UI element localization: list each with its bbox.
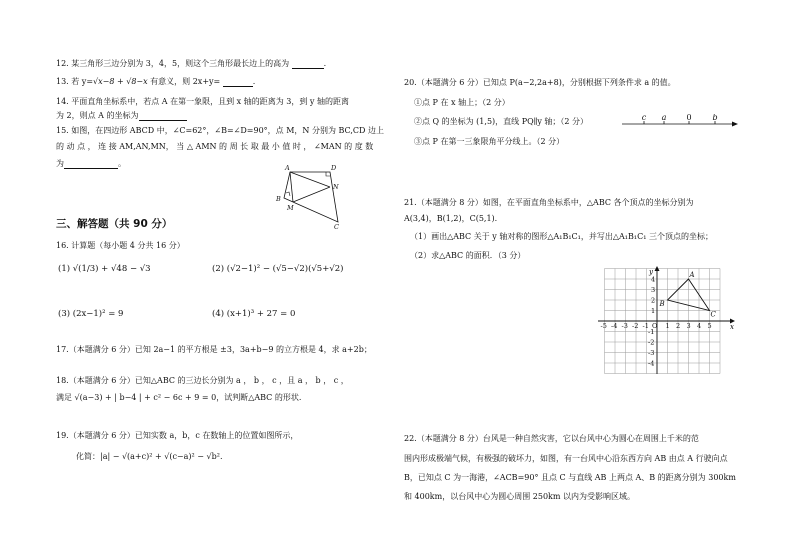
question-16-part4: (4) (x+1)³ + 27 = 0 [212,309,296,319]
y-tick-label: -1 [648,328,655,336]
question-21-line4: （2）求△ABC 的面积．（3 分） [410,251,526,260]
x-tick-label: -5 [600,322,607,330]
question-15-line3: 为 。 [56,159,126,168]
question-12: 12. 某三角形三边分别为 3，4，5，则这个三角形最长边上的高为 . [56,59,327,68]
x-tick-label: -3 [621,322,628,330]
question-21-line1: 21.（本题满分 8 分）如图，在平面直角坐标系中，△ABC 各个顶点的坐标分别为 [404,198,694,207]
question-16-title: 16. 计算题（每小题 4 分共 16 分） [56,241,185,250]
right-angle-mark-d [326,172,330,176]
coordinate-grid [594,266,736,378]
question-20-condition-1: ①点 P 在 x 轴上；（2 分） [414,98,510,107]
y-tick-label: -4 [648,359,655,368]
question-22-line2: 围内形成极端气候，有极强的破坏力，如图，有一台风中心沿东西方向 AB 由点 A 行驶向点 [404,454,728,463]
question-22-line3: B，已知点 C 为一海港，∠ACB=90° 且点 C 与直线 AB 上两点 A、B 的距离分别为 300km [404,473,736,482]
x-tick-label: -2 [632,322,639,330]
segment-an [290,172,330,187]
segment-am [290,172,293,202]
number-line [618,114,740,136]
x-tick-label: 1 [665,322,670,330]
label-zero: 0 [686,114,692,122]
label-b: b [712,114,718,122]
question-21-line2: A(3,4)，B(1,2)，C(5,1). [404,214,498,223]
x-tick-label: O [652,322,658,330]
question-19-line2: 化简：|a| − √(a+c)² + √(c−a)² − √b². [76,452,223,461]
vertex-label-c: C [710,310,716,319]
y-tick-label: 3 [651,286,656,294]
question-14-line2: 为 2，则点 A 的坐标为 [56,111,187,121]
label-n: N [333,183,339,191]
answer-blank-15[interactable] [64,160,118,169]
label-d: D [331,164,337,172]
question-21-line3: （1）画出△ABC 关于 y 轴对称的图形△A₁B₁C₁，并写出△A₁B₁C₁ 三个顶点的坐标； [410,232,713,241]
label-b: B [276,195,281,203]
x-tick-label: 3 [686,322,691,330]
number-line-arrow [732,122,738,127]
x-axis-label: x [730,323,734,331]
answer-blank-13[interactable] [223,78,253,87]
vertex-label-a: A [689,271,695,279]
question-15-line2: 的 动 点 ， 连 接 AM,AN,MN， 当 △ AMN 的 周 长 取 最 小 值 时 ， ∠MAN 的 度 数 [56,142,374,151]
x-tick-label: 5 [707,322,712,330]
x-tick-label: -1 [642,322,649,330]
question-18-line2: 满足 √(a−3) + | b−4 | + c² − 6c + 9 = 0，试判断△ABC 的形状. [56,393,302,402]
right-angle-mark-b [286,192,290,196]
question-16-part3: (3) (2x−1)² = 9 [58,309,124,319]
question-22-line4: 和 400km，以台风中心为圆心周围 250km 以内为受影响区域。 [404,492,636,501]
question-20-condition-2: ②点 Q 的坐标为 (1,5)，直线 PQ∥y 轴；（2 分） [414,117,589,126]
question-18-line1: 18.（本题满分 6 分）已知△ABC 的三边长分别为 a ， b ， c ，且 a ， b ， c ， [56,376,349,385]
question-19-line1: 19.（本题满分 6 分）已知实数 a，b，c 在数轴上的位置如图所示， [56,431,299,440]
quadrilateral-figure [268,160,358,230]
question-17: 17.（本题满分 6 分）已知 2a−1 的平方根是 ±3，3a+b−9 的立方根是 4，求 a+2b； [56,345,372,354]
label-a: a [661,114,667,122]
label-c: C [334,223,339,230]
question-20-condition-3: ③点 P 在第一三象限角平分线上。（2 分） [414,137,565,146]
label-a: A [285,164,290,172]
label-c: c [641,114,647,122]
answer-blank-12[interactable] [292,60,324,69]
x-tick-label: -4 [611,322,618,330]
vertex-label-b: B [659,300,665,308]
x-tick-label: 4 [697,322,702,330]
y-tick-label: 4 [651,275,656,284]
question-14-line1: 14. 平面直角坐标系中，若点 A 在第一象限，且到 x 轴的距离为 3，到 y 轴的距离 [56,97,349,106]
question-13: 13. 若 y=√x−8 + √8−x 有意义，则 2x+y= . [56,77,256,86]
question-16-part1: (1) √(1/3) + √48 − √3 [58,264,151,274]
y-tick-label: -2 [648,338,655,347]
answer-blank-14[interactable] [139,112,187,121]
question-22-line1: 22.（本题满分 8 分）台风是一种自然灾害，它以台风中心为圆心在周围上千米的范 [404,434,699,443]
question-16-part2: (2) (√2−1)² − (√5−√2)(√5+√2) [212,264,344,274]
question-15-line1: 15. 如图，在四边形 ABCD 中，∠C=62°，∠B=∠D=90°，点 M，N 分别为 BC,CD 边上 [56,126,384,135]
label-m: M [287,204,294,212]
y-tick-label: 1 [651,307,656,315]
y-axis-label: y [649,268,653,276]
y-tick-label: -3 [648,349,655,357]
section-3-heading: 三、解答题（共 90 分） [56,218,173,230]
segment-mn [293,187,330,202]
question-20-line1: 20.（本题满分 6 分）已知点 P(a−2,2a+8)，分别根据下列条件求 a 的值。 [404,78,676,87]
y-tick-label: 2 [651,296,656,305]
x-tick-label: 2 [676,322,681,330]
